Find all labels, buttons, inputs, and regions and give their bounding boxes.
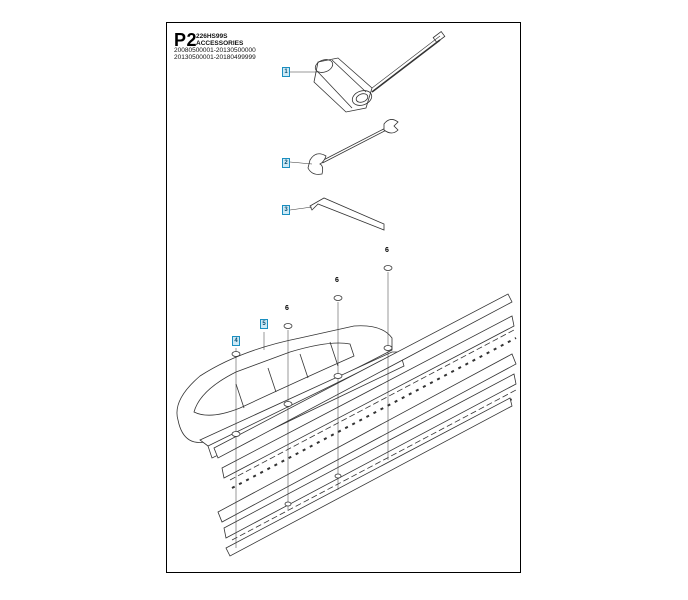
screw-label-6a: 6 (285, 305, 289, 312)
callout-1[interactable]: 1 (282, 67, 290, 77)
callout-5[interactable]: 5 (260, 319, 268, 329)
screw-label-6b: 6 (335, 277, 339, 284)
scrench-tool-icon (313, 32, 444, 112)
page-code: P2 (174, 30, 198, 50)
page-title: ACCESSORIES (196, 40, 244, 47)
serial-range-1: 20080500001-20130500000 (174, 47, 256, 54)
callout-4[interactable]: 4 (232, 336, 240, 346)
hex-key-icon (310, 198, 384, 230)
callout-2[interactable]: 2 (282, 158, 290, 168)
combination-wrench-icon (308, 119, 398, 174)
serial-range-2: 20130500001-20180499999 (174, 54, 256, 61)
callout-3[interactable]: 3 (282, 205, 290, 215)
screw-label-6c: 6 (385, 247, 389, 254)
model-number: 226HS99S (196, 33, 228, 40)
